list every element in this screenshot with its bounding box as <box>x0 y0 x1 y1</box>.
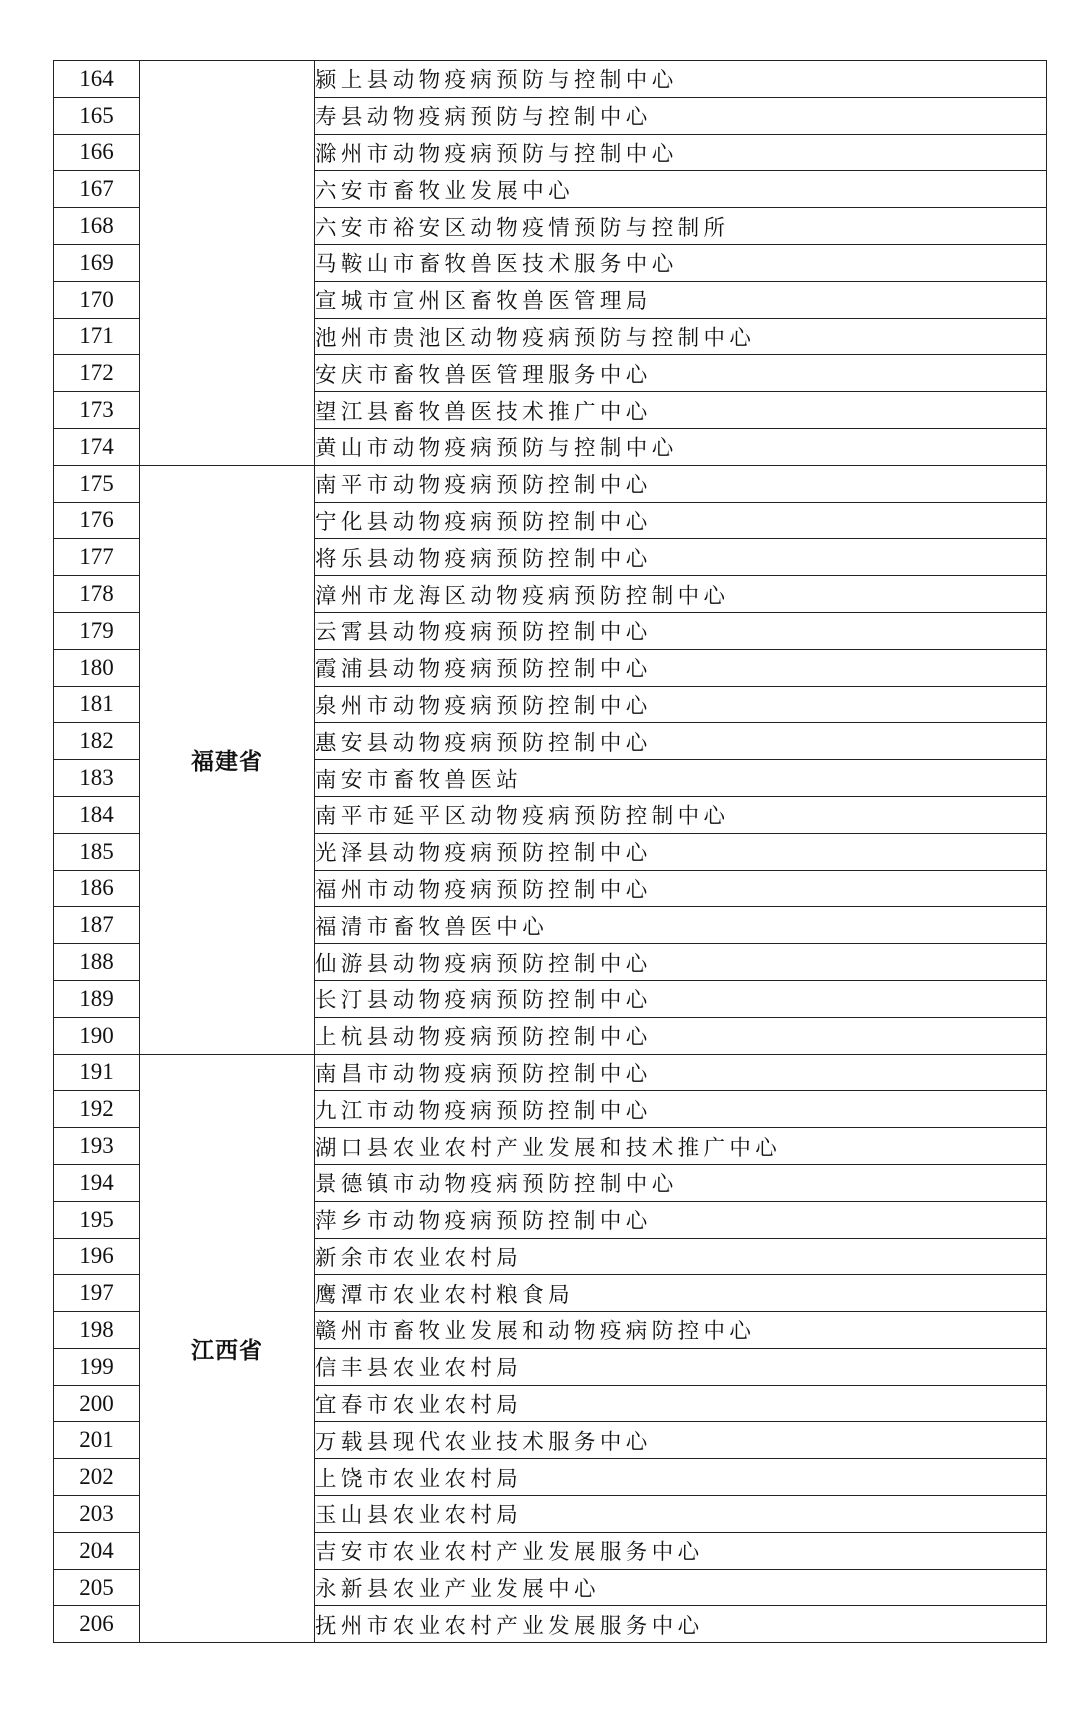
row-number-cell: 189 <box>54 980 140 1017</box>
institution-name-cell: 赣州市畜牧业发展和动物疫病防控中心 <box>315 1312 1047 1349</box>
institution-name-cell: 鹰潭市农业农村粮食局 <box>315 1275 1047 1312</box>
institution-name-cell: 万载县现代农业技术服务中心 <box>315 1422 1047 1459</box>
table-row <box>54 1054 1047 1091</box>
row-number-cell: 178 <box>54 576 140 613</box>
institution-name-cell: 萍乡市动物疫病预防控制中心 <box>315 1201 1047 1238</box>
row-number-cell: 196 <box>54 1238 140 1275</box>
row-number-cell: 194 <box>54 1164 140 1201</box>
institution-name-cell: 九江市动物疫病预防控制中心 <box>315 1091 1047 1128</box>
row-number-cell: 205 <box>54 1569 140 1606</box>
institution-name-cell: 吉安市农业农村产业发展服务中心 <box>315 1532 1047 1569</box>
row-number-cell: 199 <box>54 1348 140 1385</box>
institution-name-cell: 湖口县农业农村产业发展和技术推广中心 <box>315 1128 1047 1165</box>
row-number-cell: 164 <box>54 61 140 98</box>
row-number-cell: 193 <box>54 1128 140 1165</box>
institution-name-cell: 南昌市动物疫病预防控制中心 <box>315 1054 1047 1091</box>
row-number-cell: 174 <box>54 428 140 465</box>
row-number-cell: 203 <box>54 1496 140 1533</box>
row-number-cell: 180 <box>54 649 140 686</box>
institution-table <box>53 60 1047 1643</box>
institution-name-cell: 霞浦县动物疫病预防控制中心 <box>315 649 1047 686</box>
institution-name-cell: 滁州市动物疫病预防与控制中心 <box>315 134 1047 171</box>
institution-name-cell: 宁化县动物疫病预防控制中心 <box>315 502 1047 539</box>
row-number-cell: 197 <box>54 1275 140 1312</box>
row-number-cell: 190 <box>54 1017 140 1054</box>
institution-name-cell: 新余市农业农村局 <box>315 1238 1047 1275</box>
institution-name-cell: 寿县动物疫病预防与控制中心 <box>315 97 1047 134</box>
row-number-cell: 206 <box>54 1606 140 1643</box>
institution-name-cell: 六安市裕安区动物疫情预防与控制所 <box>315 208 1047 245</box>
institution-name-cell: 池州市贵池区动物疫病预防与控制中心 <box>315 318 1047 355</box>
row-number-cell: 171 <box>54 318 140 355</box>
institution-name-cell: 黄山市动物疫病预防与控制中心 <box>315 428 1047 465</box>
row-number-cell: 202 <box>54 1459 140 1496</box>
row-number-cell: 177 <box>54 539 140 576</box>
row-number-cell: 169 <box>54 244 140 281</box>
institution-name-cell: 福州市动物疫病预防控制中心 <box>315 870 1047 907</box>
table-body <box>54 61 1047 1643</box>
institution-name-cell: 惠安县动物疫病预防控制中心 <box>315 723 1047 760</box>
institution-name-cell: 光泽县动物疫病预防控制中心 <box>315 833 1047 870</box>
row-number-cell: 165 <box>54 97 140 134</box>
row-number-cell: 204 <box>54 1532 140 1569</box>
row-number-cell: 185 <box>54 833 140 870</box>
province-cell: 江西省 <box>140 1054 315 1643</box>
row-number-cell: 191 <box>54 1054 140 1091</box>
institution-name-cell: 玉山县农业农村局 <box>315 1496 1047 1533</box>
institution-name-cell: 南平市延平区动物疫病预防控制中心 <box>315 796 1047 833</box>
row-number-cell: 184 <box>54 796 140 833</box>
row-number-cell: 201 <box>54 1422 140 1459</box>
institution-name-cell: 仙游县动物疫病预防控制中心 <box>315 944 1047 981</box>
province-cell: 福建省 <box>140 465 315 1054</box>
row-number-cell: 168 <box>54 208 140 245</box>
institution-name-cell: 南平市动物疫病预防控制中心 <box>315 465 1047 502</box>
institution-name-cell: 上杭县动物疫病预防控制中心 <box>315 1017 1047 1054</box>
row-number-cell: 186 <box>54 870 140 907</box>
institution-name-cell: 永新县农业产业发展中心 <box>315 1569 1047 1606</box>
institution-name-cell: 抚州市农业农村产业发展服务中心 <box>315 1606 1047 1643</box>
row-number-cell: 172 <box>54 355 140 392</box>
row-number-cell: 198 <box>54 1312 140 1349</box>
institution-name-cell: 云霄县动物疫病预防控制中心 <box>315 612 1047 649</box>
institution-name-cell: 长汀县动物疫病预防控制中心 <box>315 980 1047 1017</box>
institution-name-cell: 马鞍山市畜牧兽医技术服务中心 <box>315 244 1047 281</box>
row-number-cell: 188 <box>54 944 140 981</box>
row-number-cell: 195 <box>54 1201 140 1238</box>
institution-name-cell: 将乐县动物疫病预防控制中心 <box>315 539 1047 576</box>
institution-name-cell: 宜春市农业农村局 <box>315 1385 1047 1422</box>
institution-name-cell: 安庆市畜牧兽医管理服务中心 <box>315 355 1047 392</box>
institution-name-cell: 泉州市动物疫病预防控制中心 <box>315 686 1047 723</box>
institution-name-cell: 颍上县动物疫病预防与控制中心 <box>315 61 1047 98</box>
row-number-cell: 181 <box>54 686 140 723</box>
row-number-cell: 179 <box>54 612 140 649</box>
row-number-cell: 192 <box>54 1091 140 1128</box>
row-number-cell: 166 <box>54 134 140 171</box>
institution-name-cell: 望江县畜牧兽医技术推广中心 <box>315 392 1047 429</box>
row-number-cell: 175 <box>54 465 140 502</box>
row-number-cell: 176 <box>54 502 140 539</box>
institution-name-cell: 漳州市龙海区动物疫病预防控制中心 <box>315 576 1047 613</box>
institution-name-cell: 福清市畜牧兽医中心 <box>315 907 1047 944</box>
row-number-cell: 182 <box>54 723 140 760</box>
institution-name-cell: 上饶市农业农村局 <box>315 1459 1047 1496</box>
institution-name-cell: 宣城市宣州区畜牧兽医管理局 <box>315 281 1047 318</box>
institution-name-cell: 南安市畜牧兽医站 <box>315 760 1047 797</box>
table-row <box>54 465 1047 502</box>
row-number-cell: 173 <box>54 392 140 429</box>
table-row <box>54 61 1047 98</box>
row-number-cell: 200 <box>54 1385 140 1422</box>
institution-name-cell: 六安市畜牧业发展中心 <box>315 171 1047 208</box>
row-number-cell: 170 <box>54 281 140 318</box>
province-cell <box>140 61 315 466</box>
row-number-cell: 183 <box>54 760 140 797</box>
institution-name-cell: 景德镇市动物疫病预防控制中心 <box>315 1164 1047 1201</box>
row-number-cell: 167 <box>54 171 140 208</box>
institution-name-cell: 信丰县农业农村局 <box>315 1348 1047 1385</box>
row-number-cell: 187 <box>54 907 140 944</box>
